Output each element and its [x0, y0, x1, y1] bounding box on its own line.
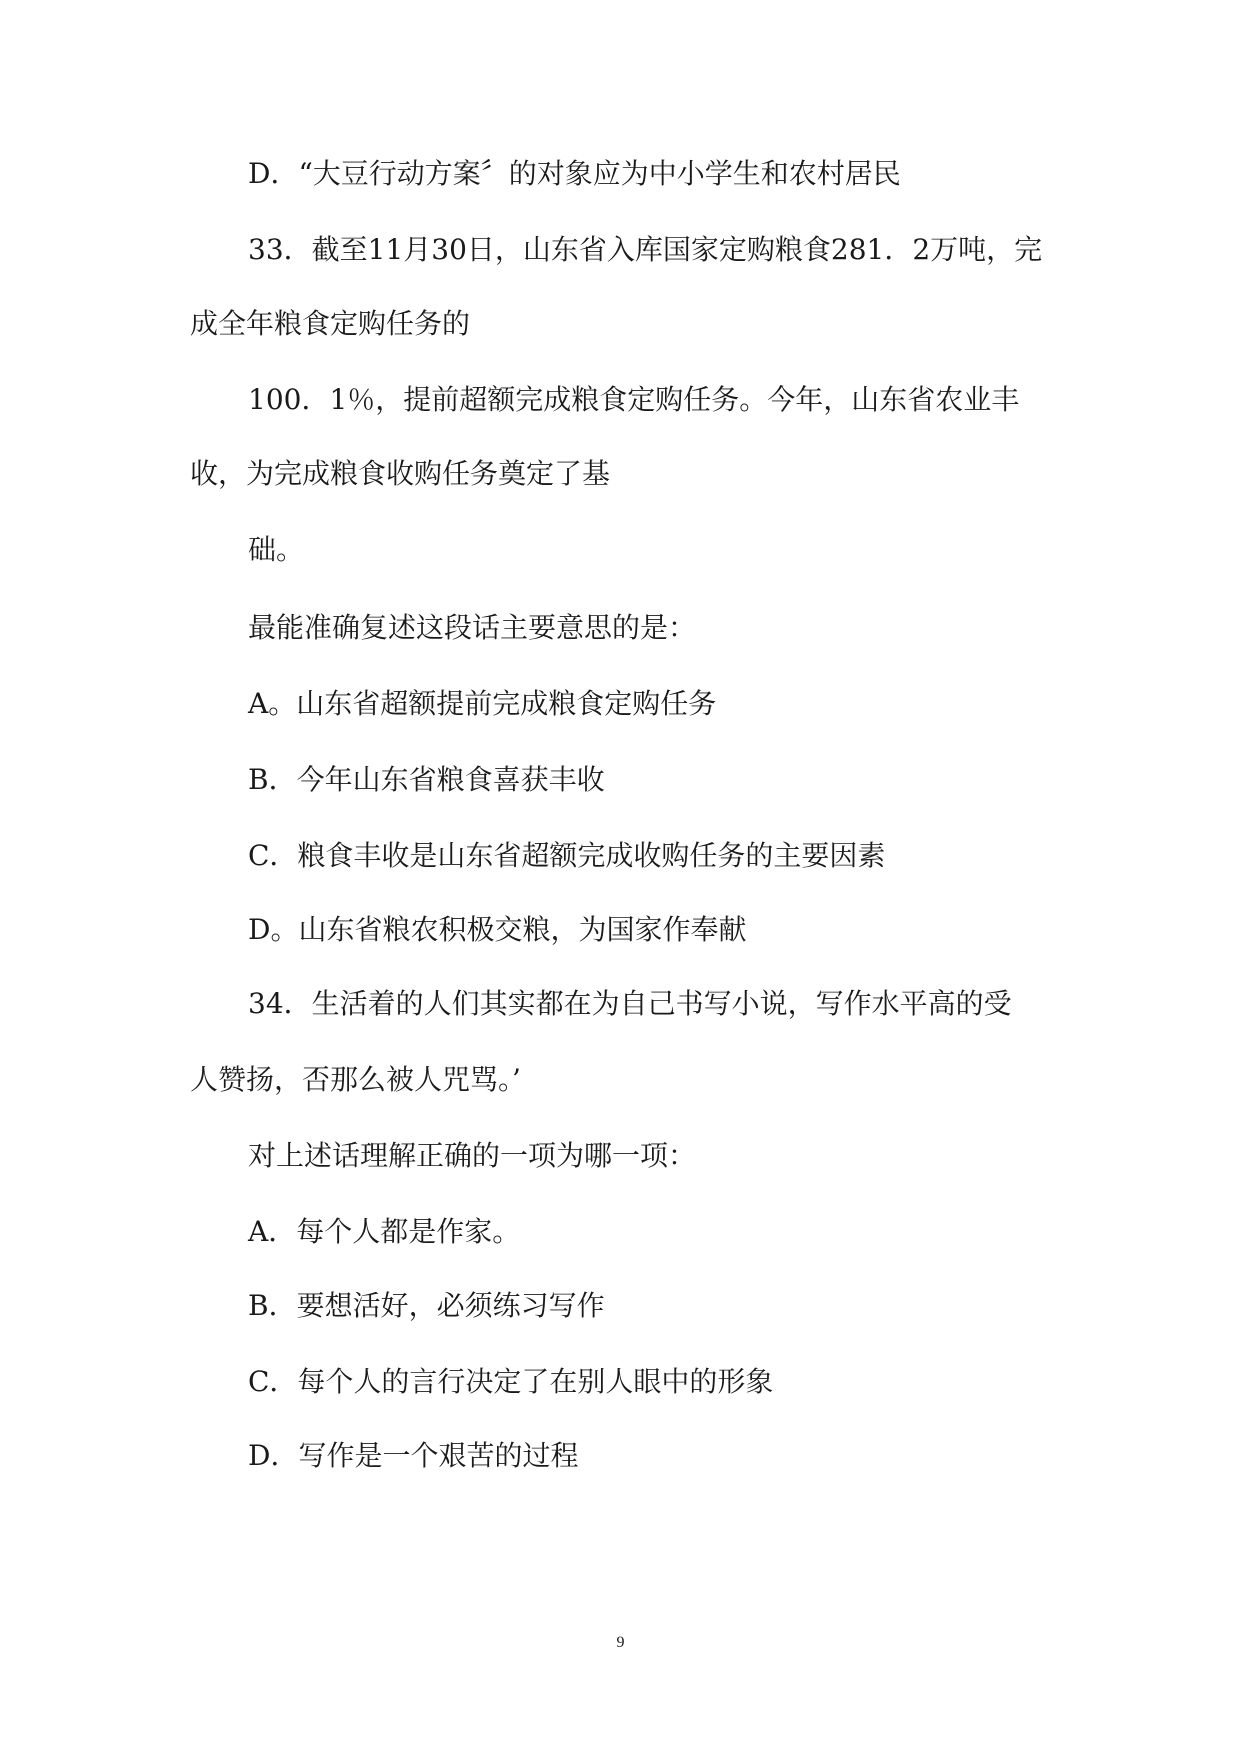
q34-question: 对上述话理解正确的一项为哪一项： [248, 1139, 697, 1172]
q34-stem-line: 34．生活着的人们其实都在为自己书写小说，写作水平高的受 [248, 987, 1012, 1020]
q33-option-a: A。山东省超额提前完成粮食定购任务 [248, 687, 717, 720]
q33-stem-line: 成全年粮食定购任务的 [190, 307, 471, 340]
q34-option-a: A．每个人都是作家。 [248, 1215, 521, 1248]
q34-stem-line: 人赞扬，否那么被人咒骂。’ [190, 1063, 521, 1096]
q33-option-d: D。山东省粮农积极交粮，为国家作奉献 [248, 913, 747, 946]
page-number: 9 [616, 1634, 625, 1651]
q33-stem-line: 收，为完成粮食收购任务奠定了基 [190, 457, 611, 490]
q33-option-b: B．今年山东省粮食喜获丰收 [248, 763, 605, 796]
q33-stem-line: 33．截至11月30日，山东省入库国家定购粮食281．2万吨，完 [248, 233, 1043, 266]
q34-option-d: D．写作是一个艰苦的过程 [248, 1439, 579, 1472]
q34-option-b: B．要想活好，必须练习写作 [248, 1289, 605, 1322]
q33-stem-line: 础。 [248, 533, 305, 566]
q33-option-c: C．粮食丰收是山东省超额完成收购任务的主要因素 [248, 839, 886, 872]
q33-stem-line: 100．1％，提前超额完成粮食定购任务。今年，山东省农业丰 [248, 383, 1020, 416]
q34-option-c: C．每个人的言行决定了在别人眼中的形象 [248, 1365, 774, 1398]
prev-option-d: D．“大豆行动方案〞的对象应为中小学生和农村居民 [248, 157, 901, 190]
q33-question: 最能准确复述这段话主要意思的是： [248, 611, 697, 644]
